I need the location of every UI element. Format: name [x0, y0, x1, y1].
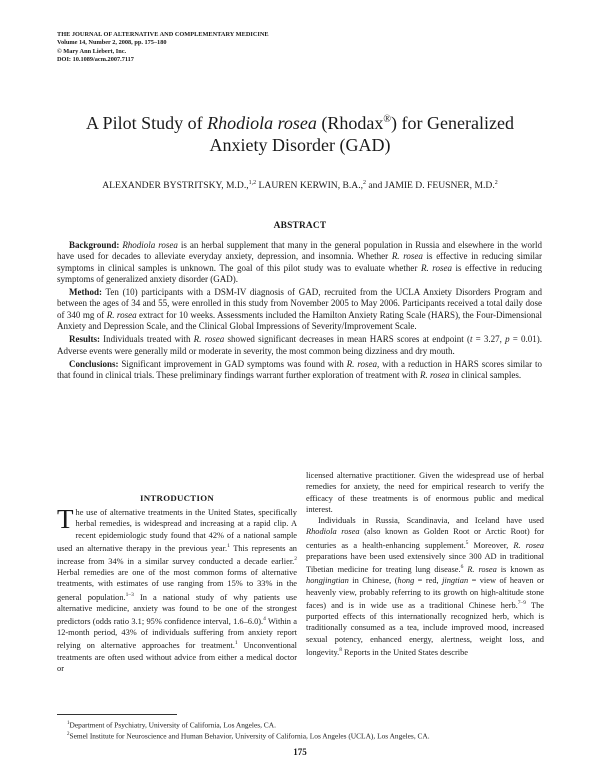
paper-title	[40, 109, 560, 156]
author-2-affil: 2	[363, 180, 367, 186]
intro-paragraph-2: Individuals in Russia, Scandinavia, and Iceland have used Rhodiola rosea (also known as Golden Root or Arctic Root) for centuries as a health-enhancing supplement.$^5$ Moreover, R. rosea preparations have been used extensively since 300 AD in traditional Tibetian medicine for treating lung disease.$^6$ R. rosea is known as hongjingtian in Chinese, (hong = red, jingtian = view of heaven or heavenly view, probably referring to its growth on high-altitude stone faces) and is in wide use as a traditional Chinese herb.$^{7-9}$ The purported effects of this internationally recognized herb, which is traditionally consumed as a tea, include improved mood, increased sexual potency, enhanced energy, alertness, weight loss, and longevity.$^8$ Reports in the United States describe	[306, 516, 544, 657]
results-label: Results:	[69, 334, 100, 345]
journal-doi: DOI: 10.1089/acm.2007.7117	[57, 56, 134, 64]
abstract-body	[57, 240, 542, 384]
intro-paragraph-1: The use of alternative treatments in the United States, specifically herbal remedies, is widespread and increasing at a rapid clip. A recent epidemiologic study found that 42% of a national sample used an alternative therapy in the previous year.$^1$ This represents an increase from 34% in a similar survey conducted a decade earlier.$^2$ Herbal remedies are one of the most common forms of alternative treatments, with estimates of use ranging from 15% to 33% in the general population.$^{1-3}$ In a national study of why patients use alternative medicine, anxiety was found to be one of the strongest predictors (odds ratio 3.1; 95% confidence interval, 1.6–6.0).$^4$ Within a 12-month period, 43% of individuals suffering from anxiety report relying on alternative approaches for treatment.$^1$ Unconventional treatments are often used without advice from either a medical doctor or	[57, 504, 298, 673]
author-3: and JAMIE D. FEUSNER, M.D.	[366, 180, 495, 192]
intro-right-column	[306, 470, 544, 658]
journal-volume: Volume 14, Number 2, 2008, pp. 175–180	[57, 39, 167, 47]
title-part: (Rhodax	[316, 113, 384, 133]
title-line2: Anxiety Disorder (GAD)	[209, 135, 391, 155]
page-number: 175	[293, 747, 307, 757]
author-2: LAUREN KERWIN, B.A.,	[256, 180, 364, 192]
method-label: Method:	[69, 287, 102, 298]
footnote-divider	[57, 714, 177, 715]
abstract-results: Results: Individuals treated with R. rosea showed significant decreases in mean HARS scores at endpoint (t = 3.27, p = 0.01). Adverse events were generally mild or moderate in severity, the most common being dizziness and dry mouth.	[57, 334, 542, 356]
abstract-conclusions: Conclusions: Significant improvement in GAD symptoms was found with R. rosea, with a reduction in HARS scores similar to that found in clinical trials. These preliminary findings warrant further exploration of treatment with R. rosea in clinical samples.	[57, 358, 542, 381]
author-1-affil: 1,2	[248, 180, 257, 186]
abstract-background: Background: Rhodiola rosea is an herbal supplement that many in the general population in Russia and elsewhere in the world have used for decades to alleviate everyday anxiety, depression, and insomnia. Whether R. rosea is effective in reducing similar symptoms in clinical samples is unknown. The goal of this pilot study was to evaluate whether R. rosea is effective in reducing symptoms of generalized anxiety disorder (GAD).	[57, 240, 542, 284]
footnote-1: $^1$Department of Psychiatry, University of California, Los Angeles, CA.	[67, 720, 276, 730]
author-3-affil: 2	[494, 180, 498, 186]
conclusions-label: Conclusions:	[69, 358, 119, 369]
introduction-heading: INTRODUCTION	[140, 493, 214, 503]
journal-copyright: © Mary Ann Liebert, Inc.	[57, 47, 127, 55]
background-label: Background:	[69, 240, 120, 250]
author-1: ALEXANDER BYSTRITSKY, M.D.,	[102, 180, 249, 192]
abstract-heading: ABSTRACT	[273, 221, 327, 231]
title-species: Rhodiola rosea	[207, 113, 317, 133]
intro-paragraph-1-cont: licensed alternative practitioner. Given the widespread use of herbal remedies for anxiety, the need for empirical research to verify the efficacy of these treatments is of enormous public and medical interest.	[306, 471, 544, 514]
abstract-method: Method: Ten (10) participants with a DSM-IV diagnosis of GAD, recruited from the UCLA Anxiety Disorders Program and between the ages of 34 and 55, were enrolled in this study from November 2005 to May 2006. Participants received a total daily dose of 340 mg of R. rosea extract for 10 weeks. Assessments included the Hamilton Anxiety Rating Scale (HARS), the Four-Dimensional Anxiety and Depression Scale, and the Clinical Global Impressions of Severity/Improvement Scale.	[57, 287, 542, 332]
author-list	[40, 177, 560, 192]
title-part: ) for Generalized	[391, 113, 514, 133]
footnote-2: $^2$Semel Institute for Neuroscience and Human Behavior, University of California, Los Angeles (UCLA), Los Angeles, CA.	[67, 731, 430, 741]
journal-header	[57, 31, 269, 65]
title-registered-mark: ®	[383, 114, 392, 125]
footnotes	[67, 719, 430, 741]
intro-left-column	[57, 504, 298, 674]
drop-cap: T	[57, 504, 74, 534]
journal-name: THE JOURNAL OF ALTERNATIVE AND COMPLEMENTARY MEDICINE	[57, 31, 269, 38]
title-part: A Pilot Study of	[86, 113, 208, 133]
